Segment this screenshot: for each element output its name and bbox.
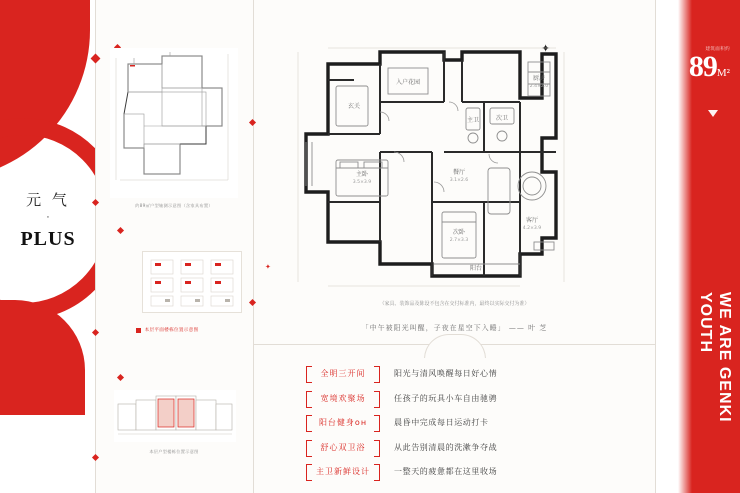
feature-row xyxy=(306,391,606,406)
sparkle-icon: ✦ xyxy=(265,264,271,271)
brand-label xyxy=(8,190,88,251)
legend-diagram xyxy=(143,252,241,312)
red-shape-bottom xyxy=(0,300,85,415)
legend-caption-row xyxy=(136,327,246,333)
feature-row xyxy=(306,464,606,479)
plan-quote: 「中午被阳光叫醒，子夜在星空下入睡」 —— 叶 芝 xyxy=(361,324,548,332)
area-badge-label: 建筑面积约 xyxy=(705,47,730,52)
down-arrow-icon xyxy=(708,110,718,117)
svg-text:客厅: 客厅 xyxy=(525,217,539,224)
svg-text:4.2×3.9: 4.2×3.9 xyxy=(522,226,542,231)
feature-desc: 一整天的疲惫都在这里收场 xyxy=(394,467,498,476)
thumbnail-caption-1: 约89㎡户型轴测示意图（含家具布置） xyxy=(135,203,213,208)
unit-position-legend xyxy=(142,251,242,313)
thumbnail-caption-3: 本层户型楼栋位置示意图 xyxy=(149,449,199,454)
svg-text:2.7×3.3: 2.7×3.3 xyxy=(449,238,469,243)
area-badge-number: 89 xyxy=(688,50,717,83)
area-badge xyxy=(670,46,730,81)
floor-plate-thumbnail xyxy=(114,390,236,442)
legend-caption: 本层平面楼栋位置示意图 xyxy=(144,328,199,333)
svg-text:玄关: 玄关 xyxy=(347,103,361,110)
feature-row xyxy=(306,440,606,455)
feature-desc: 任孩子的玩具小车自由驰骋 xyxy=(394,393,498,403)
vertical-tagline-line1: WE ARE xyxy=(716,292,733,362)
feature-tag: 宽境欢聚场 xyxy=(306,391,380,406)
feature-desc: 从此告别清晨的洗漱争夺战 xyxy=(394,442,498,452)
svg-text:次卫: 次卫 xyxy=(495,115,509,122)
svg-text:次卧: 次卧 xyxy=(452,229,466,236)
svg-text:入户花园: 入户花园 xyxy=(395,79,421,86)
axonometric-plan-thumbnail xyxy=(110,48,238,198)
sparkle-icon: ✦ xyxy=(541,43,551,55)
svg-text:3.1×2.6: 3.1×2.6 xyxy=(449,178,469,183)
thumbnail-column xyxy=(96,0,253,493)
right-accent-bar xyxy=(656,0,740,493)
feature-row xyxy=(306,366,606,381)
feature-row xyxy=(306,415,606,430)
left-brand-panel xyxy=(0,0,95,493)
svg-text:3.5×3.9: 3.5×3.9 xyxy=(352,180,372,185)
svg-text:餐厅: 餐厅 xyxy=(452,169,466,176)
brand-dot: · xyxy=(46,211,50,223)
vertical-tagline-line2: GENKI YOUTH xyxy=(697,292,733,423)
divider-arc xyxy=(424,334,486,358)
sparkle-icon: ✦ xyxy=(228,57,238,69)
arc-divider xyxy=(254,332,655,358)
svg-text:2.4×2.0: 2.4×2.0 xyxy=(529,84,549,89)
svg-text:主卧: 主卧 xyxy=(355,171,369,178)
svg-text:厨房: 厨房 xyxy=(532,75,546,82)
legend-swatch-icon xyxy=(136,328,141,333)
vertical-tagline xyxy=(696,292,734,482)
brand-plus-text: PLUS xyxy=(20,228,76,250)
area-badge-unit: M² xyxy=(716,67,730,79)
main-plan-column xyxy=(254,0,655,493)
feature-desc: 阳光与清风唤醒每日好心情 xyxy=(394,369,498,378)
svg-text:阳台: 阳台 xyxy=(469,265,483,272)
feature-list xyxy=(306,366,606,489)
feature-tag: 阳台健身он xyxy=(306,415,380,430)
feature-desc: 晨昏中完成每日运动打卡 xyxy=(394,418,489,427)
feature-tag: 全明三开间 xyxy=(306,366,380,381)
main-floor-plan xyxy=(284,42,624,292)
svg-text:主卫: 主卫 xyxy=(466,117,480,124)
plan-disclaimer: （家具、装饰品及陈设不包含在交付标准内，最终以实际交付为准） xyxy=(379,301,530,307)
brand-cn-text: 元 气 xyxy=(26,191,70,209)
feature-tag: 主卫新鲜设计 xyxy=(306,464,380,479)
feature-tag: 舒心双卫浴 xyxy=(306,440,380,455)
